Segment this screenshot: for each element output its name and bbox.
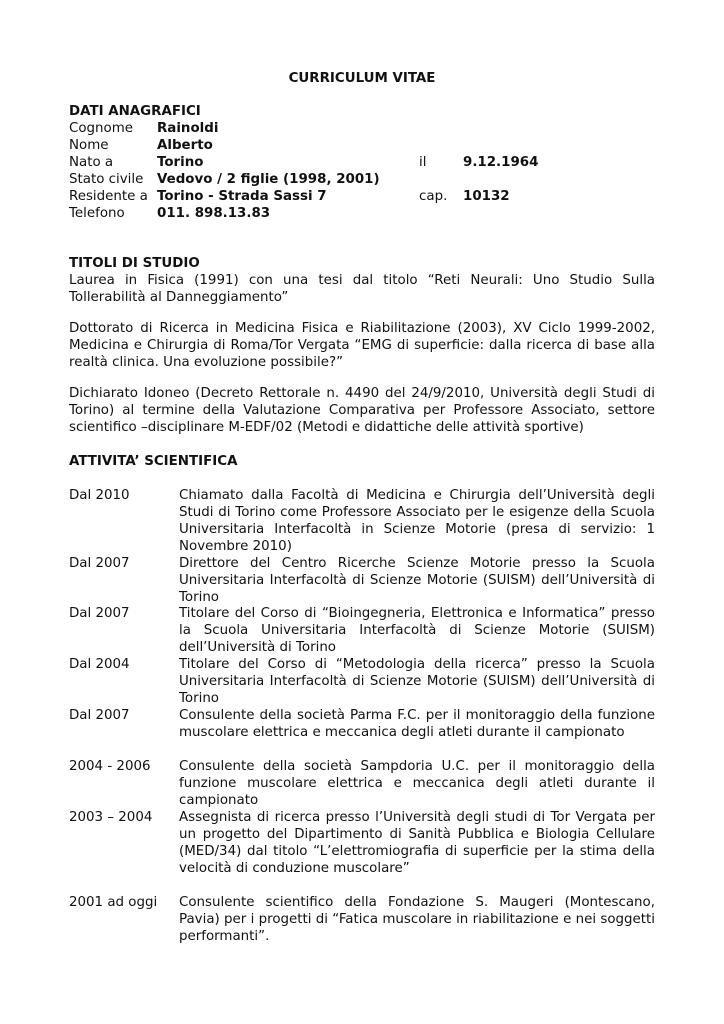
field-label: Cognome xyxy=(69,121,134,136)
activity-description: Assegnista di ricerca presso l’Università degli studi di Tor Vergata per un progetto del Dipartimento di Sanità Pubblica e Biologia Cellulare (MED/34) dal titolo “L’elettromiografia di superficie per la stima della velocità di conduzione muscolare” xyxy=(179,810,655,876)
field-value-secondary: 9.12.1964 xyxy=(463,155,539,170)
activity-date: Dal 2007 xyxy=(69,708,130,723)
titolo-paragraph: Laurea in Fisica (1991) con una tesi dal titolo “Reti Neurali: Uno Studio Sulla Tollerabilità al Danneggiamento” xyxy=(69,273,655,305)
field-label: Stato civile xyxy=(69,172,144,187)
activity-date: Dal 2010 xyxy=(69,488,130,503)
activity-description: Consulente della società Parma F.C. per il monitoraggio della funzione muscolare elettrica e meccanica degli atleti durante il campionato xyxy=(179,708,655,740)
activity-date: Dal 2007 xyxy=(69,556,130,571)
anagrafica-row-stato-civile xyxy=(69,171,669,188)
field-label: Nome xyxy=(69,138,109,153)
field-value: 011. 898.13.83 xyxy=(157,206,271,221)
activity-date: 2001 ad oggi xyxy=(69,895,158,910)
section-heading-titoli-di-studio: TITOLI DI STUDIO xyxy=(69,256,200,271)
section-heading-attivita-scientifica: ATTIVITA’ SCIENTIFICA xyxy=(69,454,238,469)
section-heading-dati-anagrafici: DATI ANAGRAFICI xyxy=(69,104,201,119)
activity-date: 2003 – 2004 xyxy=(69,810,153,825)
field-label: Nato a xyxy=(69,155,114,170)
activity-date: 2004 - 2006 xyxy=(69,759,151,774)
field-label: Residente a xyxy=(69,189,148,204)
field-value: Vedovo / 2 figlie (1998, 2001) xyxy=(157,172,380,187)
activity-description: Titolare del Corso di “Bioingegneria, Elettronica e Informatica” presso la Scuola Universitaria Interfacoltà di Scienze Motorie (SUISM) dell’Università di Torino xyxy=(179,606,655,655)
titolo-paragraph: Dottorato di Ricerca in Medicina Fisica e Riabilitazione (2003), XV Ciclo 1999-2002, Medicina e Chirurgia di Roma/Tor Vergata “EMG di superficie: dalla ricerca di base alla realtà clinica. Una evoluzione possibile?” xyxy=(69,321,655,370)
anagrafica-row-residente-a xyxy=(69,188,669,205)
activity-date: Dal 2004 xyxy=(69,657,130,672)
field-value: Rainoldi xyxy=(157,121,219,136)
field-value: Torino - Strada Sassi 7 xyxy=(157,189,327,204)
activity-description: Consulente della società Sampdoria U.C. per il monitoraggio della funzione muscolare elettrica e meccanica degli atleti durante il campionato xyxy=(179,759,655,808)
document-title: CURRICULUM VITAE xyxy=(288,71,436,86)
anagrafica-row-telefono xyxy=(69,205,669,222)
anagrafica-row-cognome xyxy=(69,120,669,137)
anagrafica-row-nome xyxy=(69,137,669,154)
activity-description: Titolare del Corso di “Metodologia della ricerca” presso la Scuola Universitaria Interfacoltà di Scienze Motorie (SUISM) dell’Università di Torino xyxy=(179,657,655,706)
field-value: Alberto xyxy=(157,138,213,153)
activity-description: Direttore del Centro Ricerche Scienze Motorie presso la Scuola Universitaria Interfacoltà di Scienze Motorie (SUISM) dell’Università di Torino xyxy=(179,556,655,605)
field-label-secondary: il xyxy=(419,155,427,170)
anagrafica-row-nato-a xyxy=(69,154,669,171)
titolo-paragraph: Dichiarato Idoneo (Decreto Rettorale n. 4490 del 24/9/2010, Università degli Studi di Torino) al termine della Valutazione Comparativa per Professore Associato, settore scientifico –disciplinare M-EDF/02 (Metodi e didattiche delle attività sportive) xyxy=(69,386,655,435)
activity-description: Chiamato dalla Facoltà di Medicina e Chirurgia dell’Università degli Studi di Torino come Professore Associato per le esigenze della Scuola Universitaria Interfacoltà in Scienze Motorie (presa di servizio: 1 Novembre 2010) xyxy=(179,488,655,554)
activity-date: Dal 2007 xyxy=(69,606,130,621)
field-label: Telefono xyxy=(69,206,125,221)
activity-description: Consulente scientifico della Fondazione S. Maugeri (Montescano, Pavia) per i progetti di “Fatica muscolare in riabilitazione e nei soggetti performanti”. xyxy=(179,895,655,944)
field-label-secondary: cap. xyxy=(419,189,448,204)
field-value: Torino xyxy=(157,155,204,170)
field-value-secondary: 10132 xyxy=(463,189,510,204)
